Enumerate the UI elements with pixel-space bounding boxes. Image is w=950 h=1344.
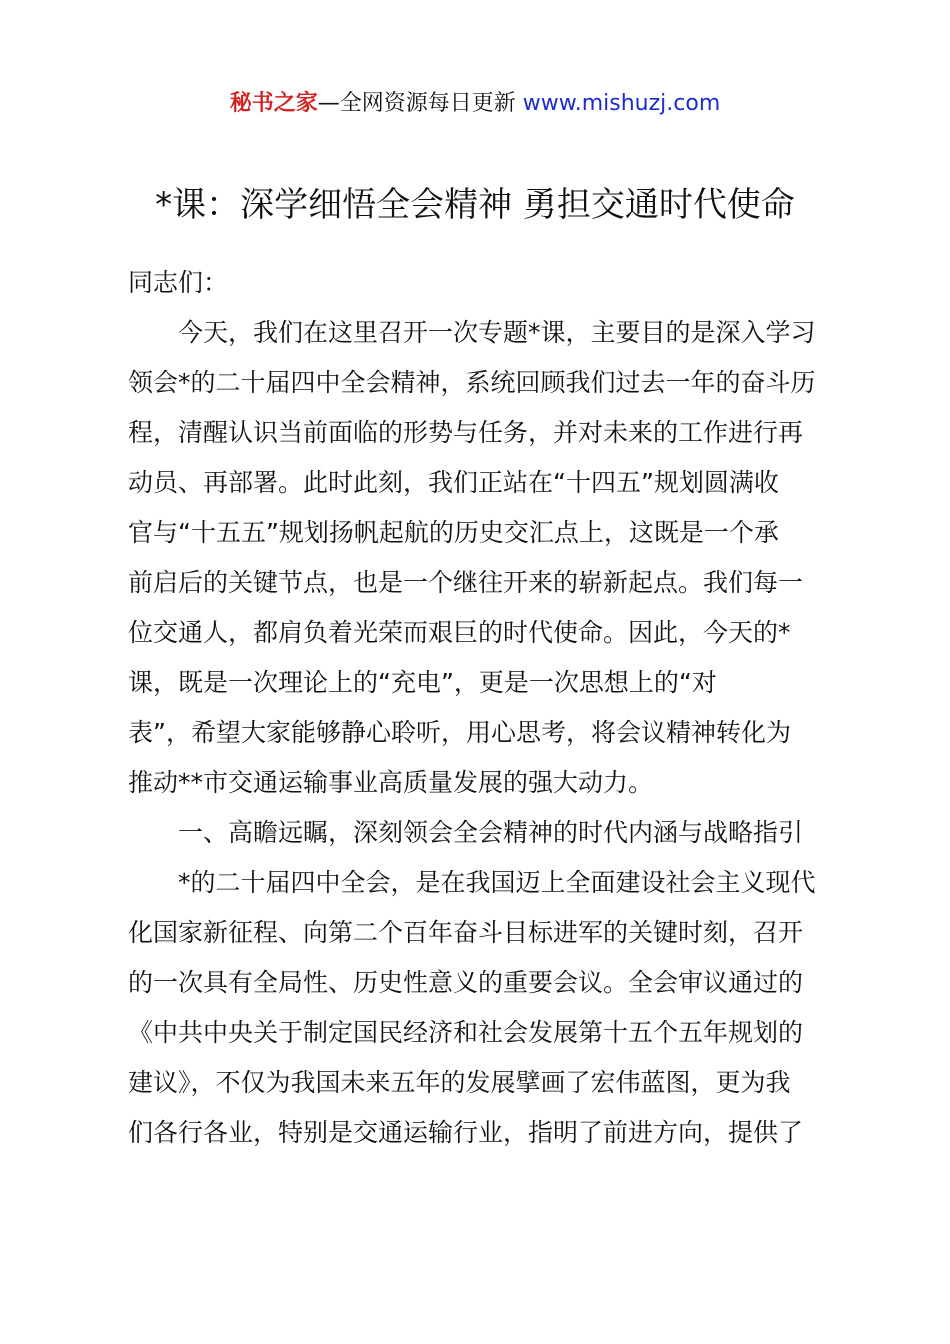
paragraph-line: 的一次具有全局性、历史性意义的重要会议。全会审议通过的 [128,968,804,997]
section-heading: 一、高瞻远瞩，深刻领会全会精神的时代内涵与战略指引 [178,818,804,847]
document-body [128,258,832,1158]
paragraph-line: 《中共中央关于制定国民经济和社会发展第十五个五年规划的 [128,1018,804,1047]
paragraph-line: 们各行各业，特别是交通运输行业，指明了前进方向，提供了 [128,1118,804,1147]
brand-name: 秘书之家 [229,91,318,116]
header-tagline: —全网资源每日更新 [317,91,523,116]
paragraph-line: 化国家新征程、向第二个百年奋斗目标进军的关键时刻，召开 [128,918,804,947]
paragraph-line: 今天，我们在这里召开一次专题*课，主要目的是深入学习 [178,318,816,347]
document-title: *课：深学细悟全会精神 勇担交通时代使命 [155,185,795,225]
paragraph-line: 推动**市交通运输事业高质量发展的强大动力。 [128,768,654,797]
site-header [0,88,950,120]
paragraph-line: 建议》，不仅为我国未来五年的发展擘画了宏伟蓝图，更为我 [128,1068,791,1097]
paragraph-line: 位交通人，都肩负着光荣而艰巨的时代使命。因此，今天的* [128,618,791,647]
paragraph-line: 前启后的关键节点，也是一个继往开来的崭新起点。我们每一 [128,568,804,597]
paragraph-line: 课，既是一次理论上的“充电”，更是一次思想上的“对 [128,668,717,697]
paragraph-line: 领会*的二十届四中全会精神，系统回顾我们过去一年的奋斗历 [128,368,816,397]
paragraph-line: *的二十届四中全会，是在我国迈上全面建设社会主义现代 [178,868,816,897]
site-url-link[interactable]: www.mishuzj.com [522,91,721,116]
paragraph-line: 动员、再部署。此时此刻，我们正站在“十四五”规划圆满收 [128,468,779,497]
paragraph-line: 表”，希望大家能够静心聆听，用心思考，将会议精神转化为 [128,718,791,747]
salutation: 同志们： [128,268,229,297]
paragraph-line: 官与“十五五”规划扬帆起航的历史交汇点上，这既是一个承 [128,518,779,547]
paragraph-line: 程，清醒认识当前面临的形势与任务，并对未来的工作进行再 [128,418,804,447]
